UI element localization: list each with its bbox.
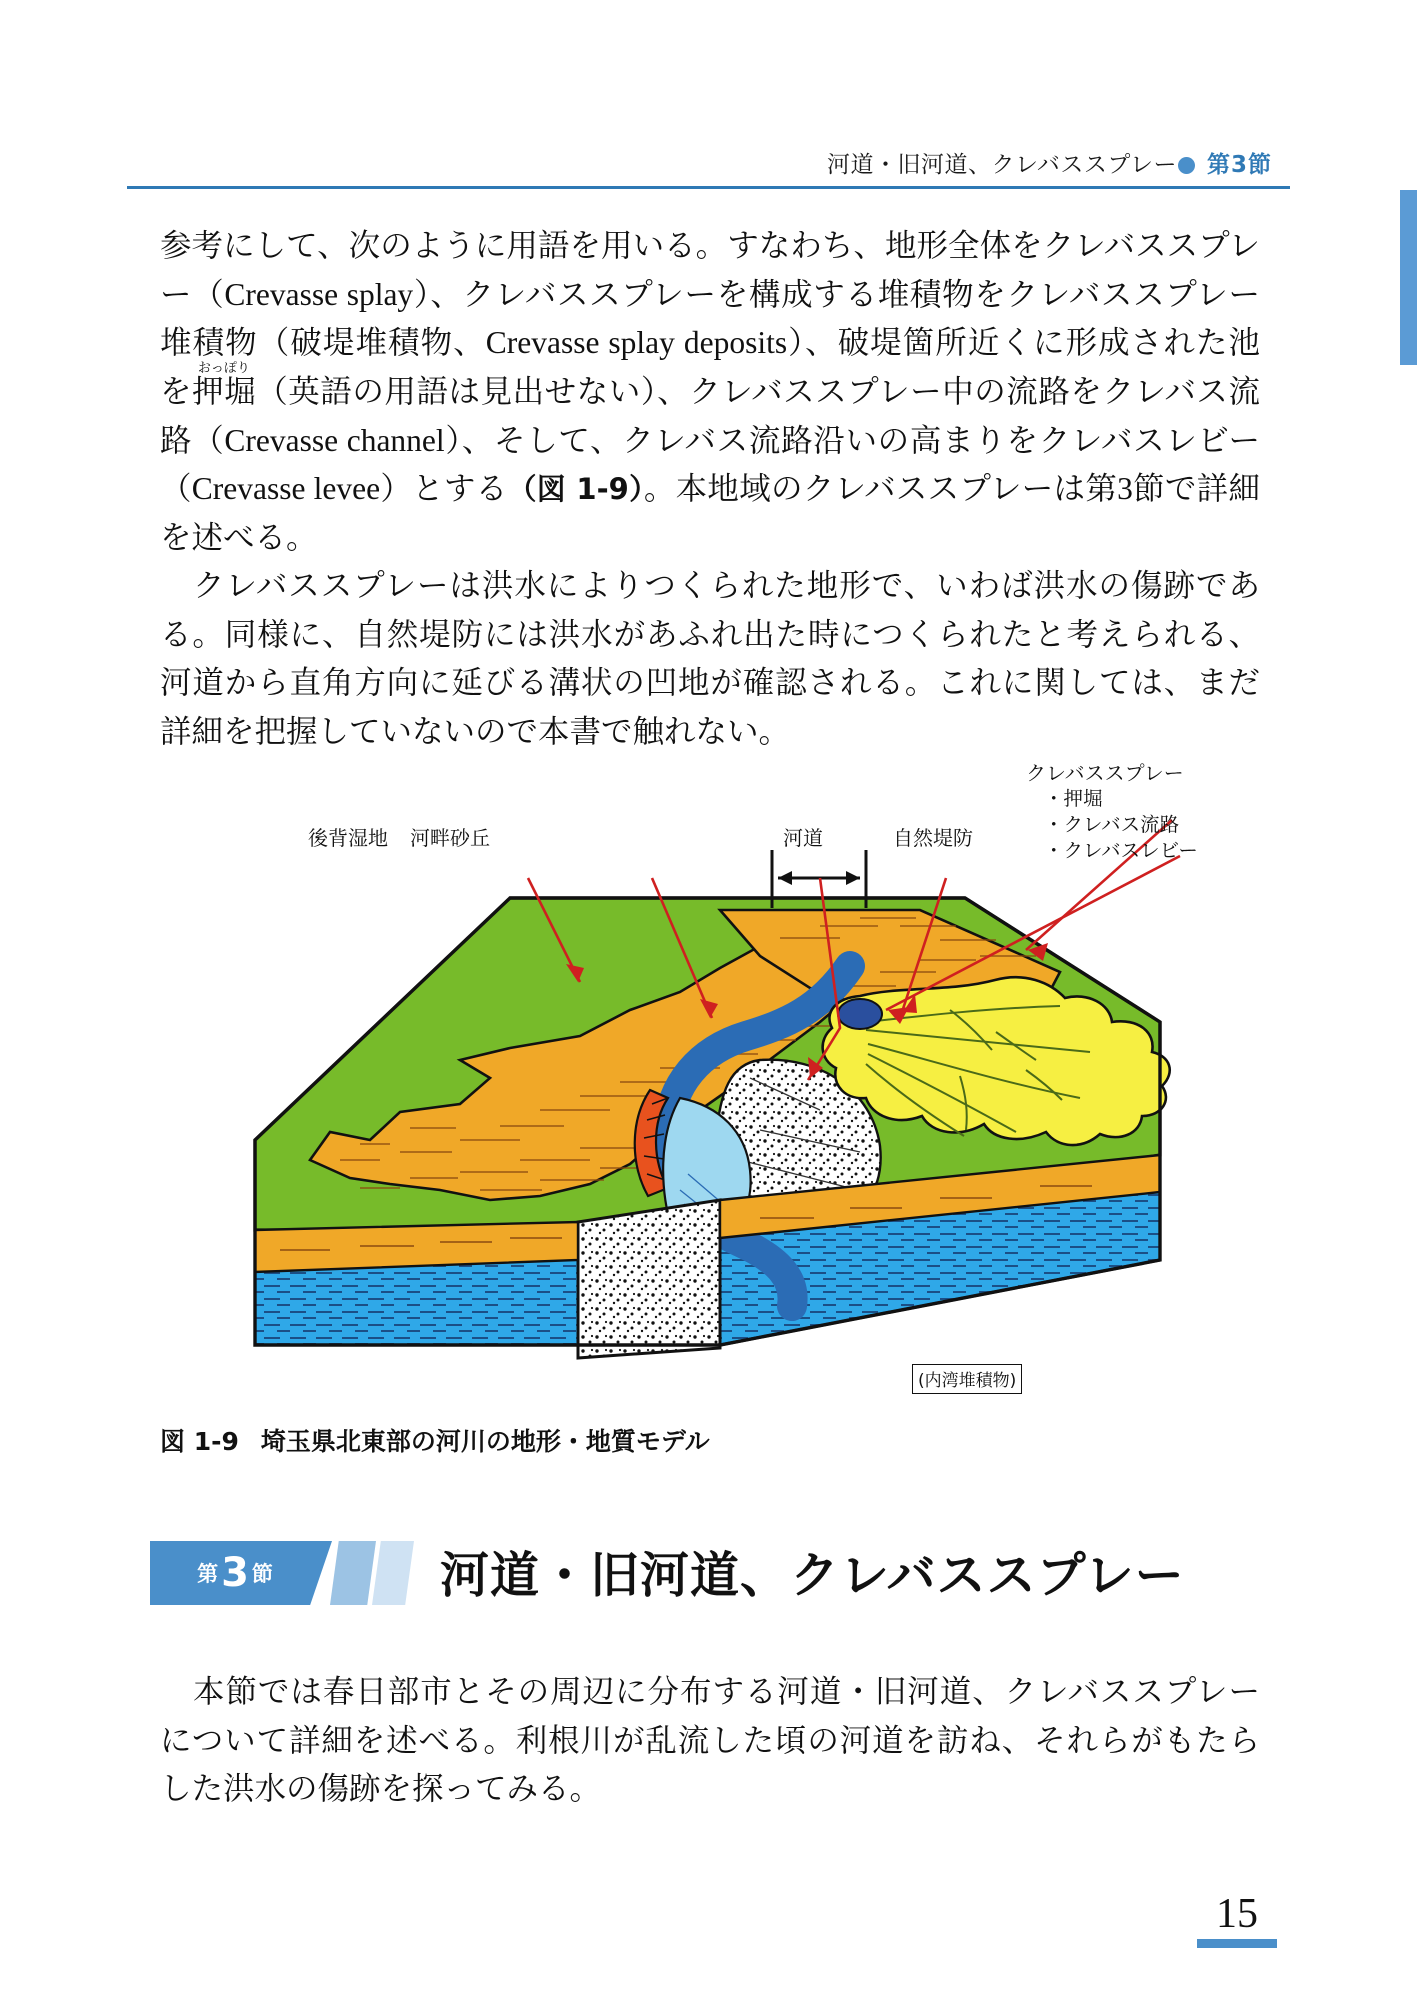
- header-text: [827, 146, 1272, 179]
- section-heading: [150, 1535, 1270, 1611]
- label-natural-levee: 自然堤防: [893, 826, 973, 850]
- running-header: [0, 146, 1417, 186]
- header-rule: [127, 186, 1290, 189]
- oppori-pond: [838, 999, 882, 1029]
- legend-item-crevasse-channel: ・クレバス流路: [1044, 813, 1180, 836]
- p1-line3: バススプレー堆積物（破堤堆積物、Crevasse splay deposits）、破堤箇所: [160, 276, 1260, 360]
- ruby-text: おっぽり: [192, 360, 256, 375]
- p1-line4-post: （英語の用語は見出せない）、クレバススプ: [256, 374, 879, 409]
- page-number: 15: [1216, 1891, 1258, 1937]
- front-sand-column: [578, 1200, 720, 1358]
- legend-item-crevasse-levee: ・クレバスレビー: [1044, 839, 1198, 862]
- legend-crevasse-splay: [1026, 760, 1198, 864]
- section-slash-accent-2: [372, 1541, 414, 1605]
- caption-number: 図 1-9: [160, 1427, 239, 1456]
- figure-caption: [160, 1422, 710, 1458]
- p1-line2: スプレー（Crevasse splay）、クレバススプレーを構成する堆積物をクレ: [160, 228, 1260, 312]
- section-slash-accent-1: [330, 1541, 376, 1605]
- section-title: 河道・旧河道、クレバススプレー: [440, 1547, 1185, 1604]
- body-column: [160, 222, 1260, 756]
- legend-item-oppori: ・押堀: [1044, 787, 1103, 810]
- tail-column: [160, 1668, 1260, 1814]
- p1-line1: 参考にして、次のように用語を用いる。すなわち、地形全体をクレバス: [160, 228, 1167, 263]
- header-section-marker: 第3節: [1206, 152, 1272, 178]
- paragraph-2: クレバススプレーは洪水によりつくられた地形で、いわば洪水の傷跡である。同様に、自然堤防には洪水があふれ出た時につくられたと考えられる、河道から直角方向に延びる溝状の凹地が確認される。これに関しては、まだ詳細を把握していないので本書で触れない。: [160, 568, 1260, 749]
- p1-line6-post: 。: [643, 471, 676, 506]
- caption-text: 埼玉県北東部の河川の地形・地質モデル: [260, 1427, 710, 1456]
- p1-line7: 本地域のクレバススプレーは第3節で詳細を述べる。: [160, 471, 1260, 555]
- page-number-bar: [1197, 1939, 1277, 1948]
- paragraph-1: [160, 222, 1260, 562]
- legend-title: クレバススプレー: [1026, 761, 1184, 785]
- edge-thumb-tab: [1400, 190, 1417, 365]
- ruby-oppori: [192, 360, 257, 409]
- ruby-base: 押堀: [192, 374, 257, 409]
- label-channel: 河道: [783, 826, 823, 850]
- badge-prefix: 第: [197, 1562, 219, 1586]
- p1-line6-pre: 路沿いの高まりをクレバスレビー（Crevasse levee）とする: [160, 422, 1260, 506]
- header-title: 河道・旧河道、クレバススプレー: [827, 152, 1177, 178]
- badge-suffix: 節: [251, 1562, 273, 1586]
- label-backmarsh: 後背湿地: [308, 826, 388, 850]
- section-badge-label: [150, 1541, 320, 1605]
- header-bullet-icon: [1178, 157, 1195, 174]
- figure-reference: （図 1-9）: [507, 472, 644, 506]
- badge-number: 3: [221, 1550, 249, 1596]
- p1-line4-pre: 近くに形成された池を: [160, 325, 1260, 409]
- p1-line5: レー中の流路をクレバス流路（Crevasse channel）、そして、クレバス流: [160, 374, 1260, 458]
- figure-1-9: [160, 760, 1260, 1400]
- label-riverside-dune: 河畔砂丘: [410, 826, 490, 850]
- tail-paragraph: 本節では春日部市とその周辺に分布する河道・旧河道、クレバススプレーについて詳細を述べる。利根川が乱流した頃の河道を訪ね、それらがもたらした洪水の傷跡を探ってみる。: [160, 1674, 1260, 1806]
- label-inner-bay-deposits: (内湾堆積物): [912, 1364, 1022, 1394]
